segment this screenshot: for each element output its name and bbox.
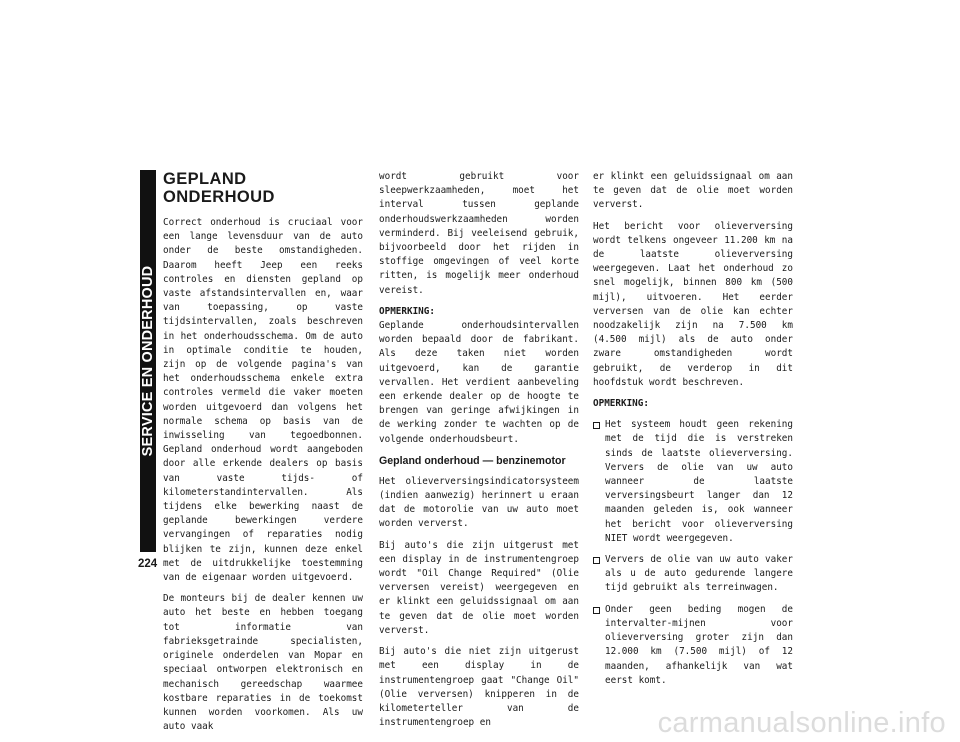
note-text: Geplande onderhoudsintervallen worden bepaald door de fabrikant. Als deze taken niet worden uitgevoerd, kan de garantie vervallen. Het verdient aanbeveling een erkende dealer op de hoogte te brengen van geringe afwijkingen in de werking zonder te wachten op de volgende onderhoudsbeurt. [379,320,579,445]
paragraph: er klinkt een geluidssignaal om aan te geven dat de olie moet worden ververst. [593,171,793,211]
note-label: OPMERKING: [593,398,649,410]
paragraph: De monteurs bij de dealer kennen uw auto het beste en hebben toegang tot informatie van fabrieksgetrainde specialisten, originele onderdelen van Mopar en speciaal ontworpen elektronisch en mechanisch gereedschap waarmee kostbare reparaties in de toekomst kunnen worden voorkomen. Als uw auto vaak [163,593,363,733]
note-bullet-list [593,418,793,688]
paragraph: wordt gebruikt voor sleepwerkzaamheden, moet het interval tussen geplande onderhoudswerkzaamheden worden verminderd. Bij veeleisend gebruik, bijvoorbeeld door het rijden in stoffige omgevingen of veel korte ritten, is mogelijk meer onderhoud vereist. [379,171,579,296]
subsection-title: Gepland onderhoud — benzinemotor [379,454,566,467]
list-item [593,553,793,596]
square-bullet-icon [593,557,600,564]
watermark-text: carmanualsonline.info [657,707,946,739]
paragraph: Bij auto's die zijn uitgerust met een display in de instrumentengroep wordt "Oil Change Required" (Olie verversen vereist) weergegeven en er klinkt een geluidssignaal om aan te geven dat de olie moet worden ververst. [379,539,579,636]
paragraph: Het bericht voor olieverversing wordt telkens ongeveer 11.200 km na de laatste olieverversing weergegeven. Laat het onderhoud zo snel mogelijk, binnen 800 km (500 mijl), uitvoeren. Het eerder verversen van de olie kan echter noodzakelijk zijn na 7.500 km (4.500 mijl) als de auto onder zware omstandigheden wordt gebruikt, de verderop in dit hoofdstuk wordt beschreven. [593,220,793,388]
list-item-text: Het systeem houdt geen rekening met de tijd die is verstreken sinds de laatste olieverversing. Ververs de olie van uw auto wanneer de laatste verversingsbeurt langer dan 12 maanden geleden is, ook wanneer het bericht voor olieverversing NIET wordt weergegeven. [605,419,793,544]
list-item [593,418,793,546]
paragraph: Correct onderhoud is cruciaal voor een lange levensduur van de auto onder de beste omstandigheden. Daarom heeft Jeep een reeks controles en diensten gepland op vaste afstandsintervallen en, waar van toepassing, op vaste tijdsintervallen, zoals beschreven in het onderhoudsschema. Om de auto in optimale conditie te houden, zijn op de volgende pagina's van het onderhoudsschema enkele extra controles vermeld die vaker moeten worden uitgevoerd dan volgens het normale schema op basis van de inwisseling van tegoedbonnen. Gepland onderhoud wordt aangeboden door alle erkende dealers op basis van vaste tijds- of kilometerstandintervallen. Als tijdens elke bewerking naast de geplande bewerkingen verdere vervangingen of reparaties nodig blijken te zijn, kunnen deze enkel met de uitdrukkelijke toestemming van de eigenaar worden uitgevoerd. [163,217,363,584]
list-item [593,603,793,688]
note-label: OPMERKING: [379,305,435,317]
section-title: GEPLAND ONDERHOUD [163,170,275,206]
paragraph: Bij auto's die niet zijn uitgerust met een display in de instrumentengroep gaat "Change Oil" (Olie verversen) knipperen in de kilometerteller van de instrumentengroep en [379,646,579,729]
text-column-2 [379,170,579,737]
text-column-1 [163,170,363,741]
square-bullet-icon [593,422,600,429]
list-item-text: Onder geen beding mogen de intervalter-mijnen voor olieverversing groter zijn dan 12.000 km (7.500 mijl) of 12 maanden, afhankelijk van wat eerst komt. [605,603,793,686]
list-item-text: Ververs de olie van uw auto vaker als u de auto gedurende langere tijd gebruikt als terreinwagen. [605,554,793,594]
square-bullet-icon [593,607,600,614]
text-column-3 [593,170,793,695]
paragraph: Het olieverversingsindicatorsysteem (indien aanwezig) herinnert u eraan dat de motorolie van uw auto moet worden ververst. [379,475,579,530]
chapter-side-tab-label: SERVICE EN ONDERHOUD [140,265,156,457]
page-number: 224 [138,558,158,570]
